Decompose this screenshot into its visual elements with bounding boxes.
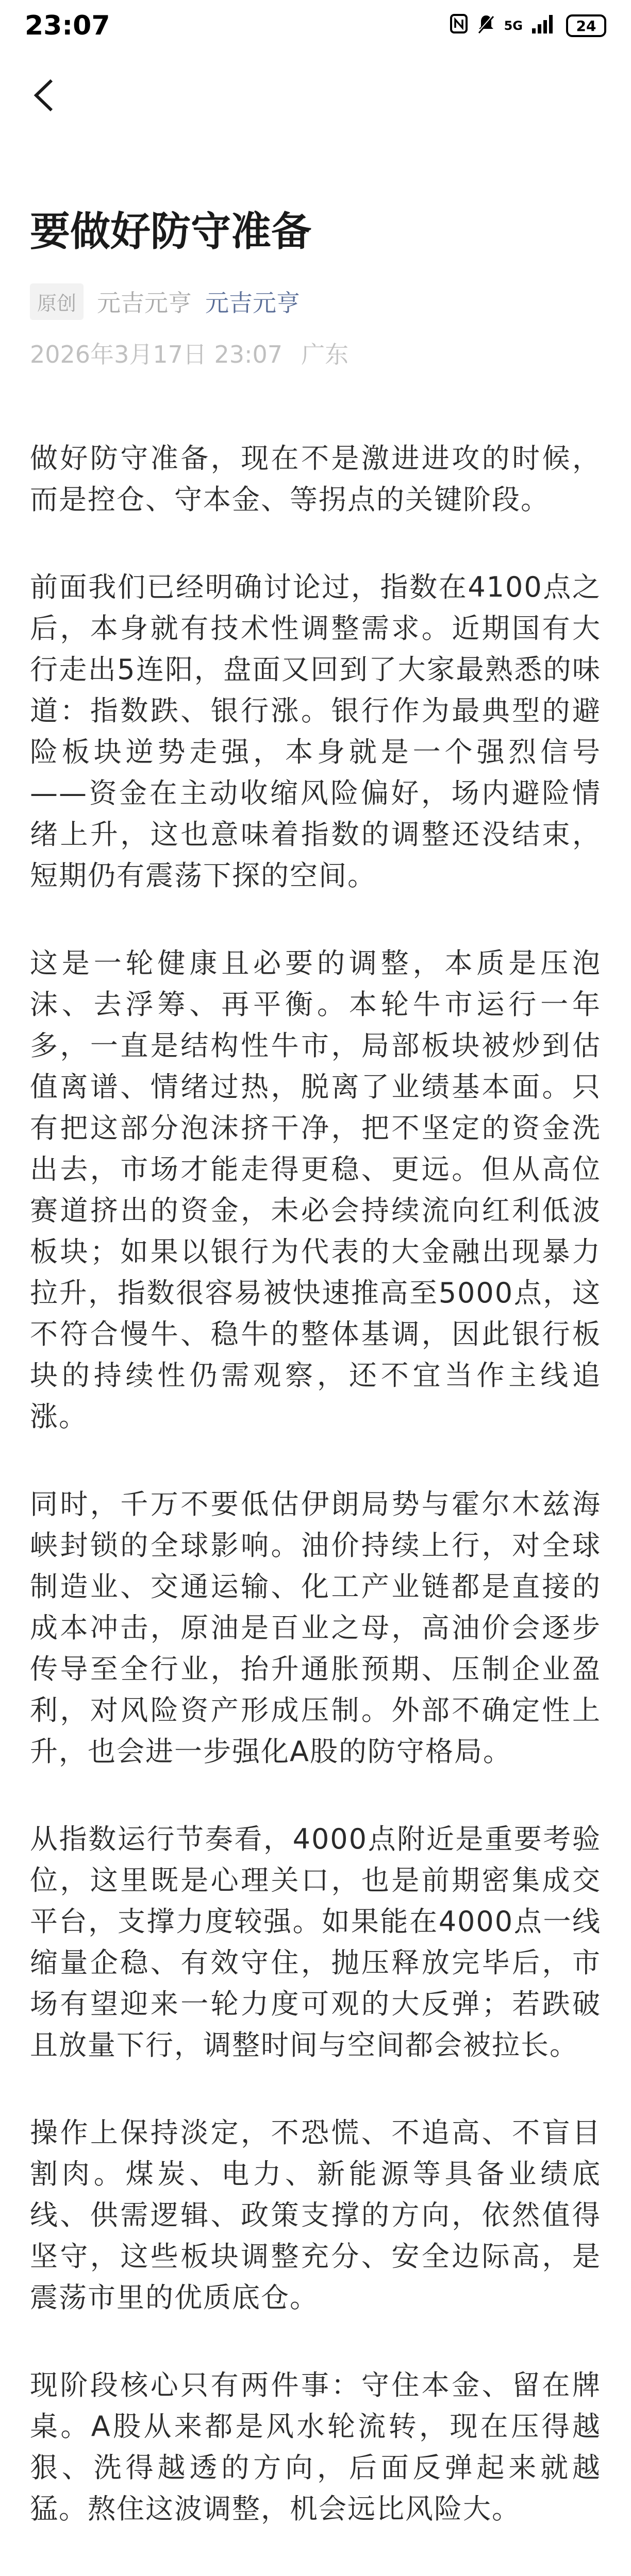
publish-date: 2026年3月17日 23:07 <box>30 341 283 368</box>
nav-bar <box>0 52 631 134</box>
mute-icon <box>477 13 495 39</box>
account-link[interactable]: 元吉元亨 <box>205 289 301 317</box>
signal-text: 5G <box>504 19 523 33</box>
status-icons <box>450 13 606 39</box>
paragraph: 做好防守准备，现在不是激进进攻的时候，而是控仓、守本金、等拐点的关键阶段。 <box>30 442 601 516</box>
original-badge: 原创 <box>30 283 84 320</box>
back-button[interactable] <box>21 72 67 118</box>
paragraph: 这是一轮健康且必要的调整，本质是压泡沫、去浮筹、再平衡。本轮牛市运行一年多，一直是结构性牛市，局部板块被炒到估值离谱、情绪过热，脱离了业绩基本面。只有把这部分泡沫挤干净，把不坚定的资金洗出去，市场才能走得更稳、更远。但从高位赛道挤出的资金，未必会持续流向红利低波板块；如果以银行为代表的大金融出现暴力拉升，指数很容易被快速推高至5000点，这不符合慢牛、稳牛的整体基调，因此银行板块的持续性仍需观察，还不宜当作主线追涨。 <box>30 947 601 1433</box>
battery-indicator: 24 <box>566 14 606 37</box>
status-bar <box>0 0 631 52</box>
article-date-row <box>30 335 348 371</box>
status-time: 23:07 <box>25 10 110 41</box>
signal-icon <box>532 14 557 38</box>
article-title: 要做好防守准备 <box>30 209 312 255</box>
paragraph: 同时，千万不要低估伊朗局势与霍尔木兹海峡封锁的全球影响。油价持续上行，对全球制造业、交通运输、化工产业链都是直接的成本冲击，原油是百业之母，高油价会逐步传导至全行业，抬升通胀预期、压制企业盈利，对风险资产形成压制。外部不确定性上升，也会进一步强化A股的防守格局。 <box>30 1488 601 1768</box>
nfc-icon <box>450 13 468 39</box>
article-meta <box>30 281 300 322</box>
meta-author: 元吉元亨 <box>97 289 192 317</box>
paragraph: 操作上保持淡定，不恐慌、不追高、不盲目割肉。煤炭、电力、新能源等具备业绩底线、供需逻辑、政策支撑的方向，依然值得坚守，这些板块调整充分、安全边际高，是震荡市里的优质底仓。 <box>30 2116 601 2314</box>
chevron-left-icon <box>31 77 57 113</box>
paragraph: 现阶段核心只有两件事：守住本金、留在牌桌。A股从来都是风水轮流转，现在压得越狠、洗得越透的方向，后面反弹起来就越猛。熬住这波调整，机会远比风险大。 <box>30 2369 601 2525</box>
article-body <box>30 438 601 2576</box>
paragraph: 从指数运行节奏看，4000点附近是重要考验位，这里既是心理关口，也是前期密集成交平台，支撑力度较强。如果能在4000点一线缩量企稳、有效守住，抛压释放完毕后，市场有望迎来一轮力度可观的大反弹；若跌破且放量下行，调整时间与空间都会被拉长。 <box>30 1823 601 2061</box>
paragraph: 前面我们已经明确讨论过，指数在4100点之后，本身就有技术性调整需求。近期国有大行走出5连阳，盘面又回到了大家最熟悉的味道：指数跌、银行涨。银行作为最典型的避险板块逆势走强，本身就是一个强烈信号——资金在主动收缩风险偏好，场内避险情绪上升，这也意味着指数的调整还没结束，短期仍有震荡下探的空间。 <box>30 571 601 892</box>
publish-location: 广东 <box>301 341 349 368</box>
